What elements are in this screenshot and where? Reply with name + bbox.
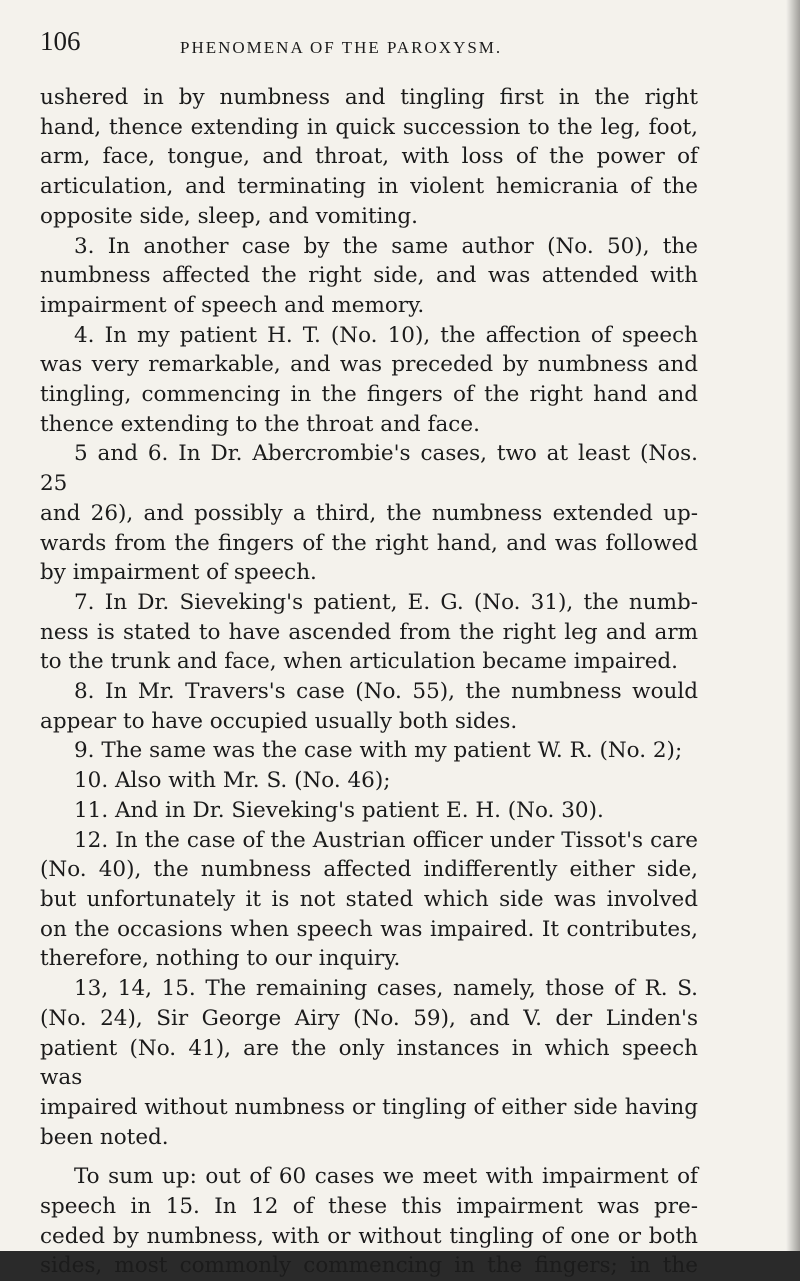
text-line: 12. In the case of the Austrian officer under Tissot's care [74,827,698,853]
text-line: arm, face, tongue, and throat, with loss of the power of [40,144,698,170]
text-line: patient (No. 41), are the only instances in which speech was [40,1035,698,1091]
text-line: 4. In my patient H. T. (No. 10), the affection of speech [74,322,698,348]
text-line: 5 and 6. In Dr. Abercrombie's cases, two at least (Nos. 25 [40,441,698,497]
text-line: impairment of speech and memory. [40,292,425,318]
text-line: opposite side, sleep, and vomiting. [40,203,418,229]
text-line: 10. Also with Mr. S. (No. 46); [74,768,391,794]
text-line: numbness affected the right side, and was attended with [40,263,698,289]
text-line: 11. And in Dr. Sieveking's patient E. H. (No. 30). [74,797,604,823]
text-line: 8. In Mr. Travers's case (No. 55), the numbness would [74,679,698,705]
text-line: ceded by numbness, with or without tingling of one or both [40,1223,698,1249]
text-line: but unfortunately it is not stated which side was involved [40,886,698,912]
text-line: ushered in by numbness and tingling first in the right [40,85,698,110]
text-line: to the trunk and face, when articulation became impaired. [40,649,679,675]
body-text [40,83,698,1281]
running-head: PHENOMENA OF THE PAROXYSM. [180,38,503,57]
text-line: by impairment of speech. [40,560,317,586]
text-line: ness is stated to have ascended from the right leg and arm [40,619,698,645]
text-line: and 26), and possibly a third, the numbness extended up- [40,500,698,526]
text-line: tingling, commencing in the fingers of the right hand and [40,382,698,408]
text-line: hand, thence extending in quick succession to the leg, foot, [40,114,698,140]
text-line: 13, 14, 15. The remaining cases, namely, those of R. S. [74,976,698,1002]
text-line: 7. In Dr. Sieveking's patient, E. G. (No. 31), the numb- [74,589,698,615]
text-line: articulation, and terminating in violent hemicrania of the [40,174,698,200]
page-header [40,26,700,66]
page-edge-shadow [786,0,800,1251]
text-line: 9. The same was the case with my patient W. R. (No. 2); [74,738,683,764]
text-line: was very remarkable, and was preceded by numbness and [40,352,698,378]
text-line: speech in 15. In 12 of these this impairment was pre- [40,1194,698,1220]
page-number: 106 [40,26,81,56]
text-line: To sum up: out of 60 cases we meet with impairment of [74,1164,698,1190]
text-line: 3. In another case by the same author (No. 50), the [74,233,698,259]
text-line: appear to have occupied usually both sides. [40,708,518,734]
text-line: (No. 24), Sir George Airy (No. 59), and V. der Linden's [40,1005,698,1031]
text-line: sides, most commonly commencing in the fingers; in the [40,1253,698,1279]
text-line: therefore, nothing to our inquiry. [40,946,401,972]
text-line: been noted. [40,1124,169,1150]
text-line: wards from the fingers of the right hand, and was followed [40,530,698,556]
text-line: impaired without numbness or tingling of either side having [40,1094,698,1120]
text-line: (No. 40), the numbness affected indifferently either side, [40,857,698,883]
text-line: thence extending to the throat and face. [40,411,480,437]
text-line: on the occasions when speech was impaired. It contributes, [40,916,698,942]
